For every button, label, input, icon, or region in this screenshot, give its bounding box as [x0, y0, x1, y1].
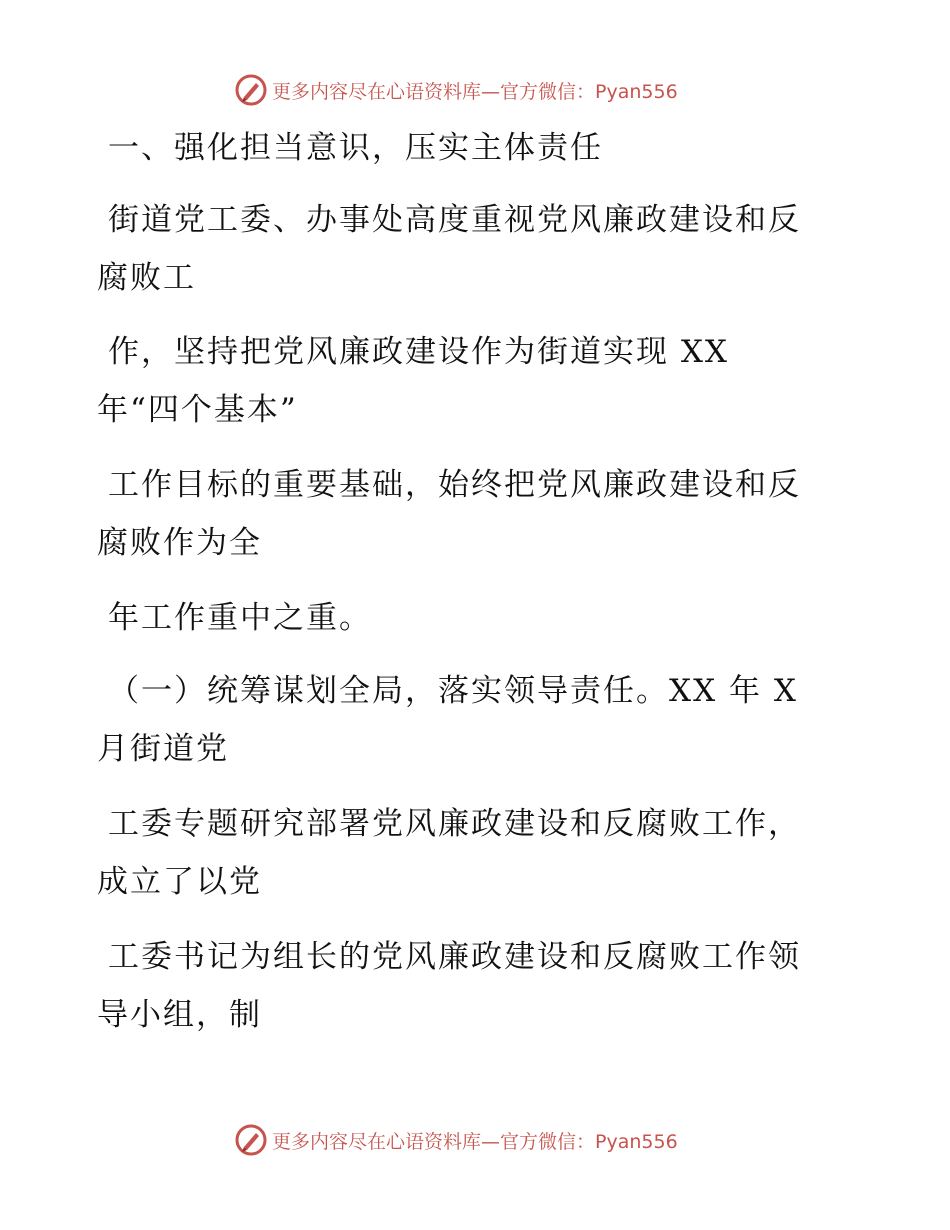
paragraph-line: 月街道党 [97, 731, 229, 767]
pen-logo-icon [234, 1123, 268, 1157]
watermark-separator: — [481, 80, 501, 103]
paragraph-line: 年工作重中之重。 [108, 600, 372, 636]
paragraph-line: 工作目标的重要基础，始终把党风廉政建设和反 [108, 467, 801, 503]
section-heading: 一、强化担当意识，压实主体责任 [108, 130, 603, 166]
paragraph-line: 工委专题研究部署党风廉政建设和反腐败工作， [108, 806, 801, 842]
watermark-main-text: 更多内容尽在心语资料库 [272, 80, 482, 103]
paragraph-line: 工委书记为组长的党风廉政建设和反腐败工作领 [108, 939, 801, 975]
watermark-wechat-id: Pyan556 [595, 1130, 678, 1153]
paragraph-line: 街道党工委、办事处高度重视党风廉政建设和反 [108, 202, 801, 238]
paragraph-line: 导小组，制 [97, 997, 262, 1033]
paragraph-line: 腐败作为全 [97, 525, 262, 561]
subsection-line: （一）统筹谋划全局，落实领导责任。XX 年 X [108, 673, 798, 709]
paragraph-line: 作，坚持把党风廉政建设作为街道实现 XX [108, 334, 729, 370]
watermark-wechat-id: Pyan556 [595, 80, 678, 103]
paragraph-line: 腐败工 [97, 260, 196, 296]
watermark-wechat-label: 官方微信： [500, 1130, 596, 1153]
paragraph-line: 年“四个基本” [97, 392, 298, 428]
watermark-main-text: 更多内容尽在心语资料库 [272, 1130, 482, 1153]
paragraph-line: 成立了以党 [97, 864, 262, 900]
watermark-separator: — [481, 1130, 501, 1153]
watermark-wechat-label: 官方微信： [500, 80, 596, 103]
footer-watermark [234, 1120, 678, 1160]
watermark-text [272, 1127, 678, 1154]
